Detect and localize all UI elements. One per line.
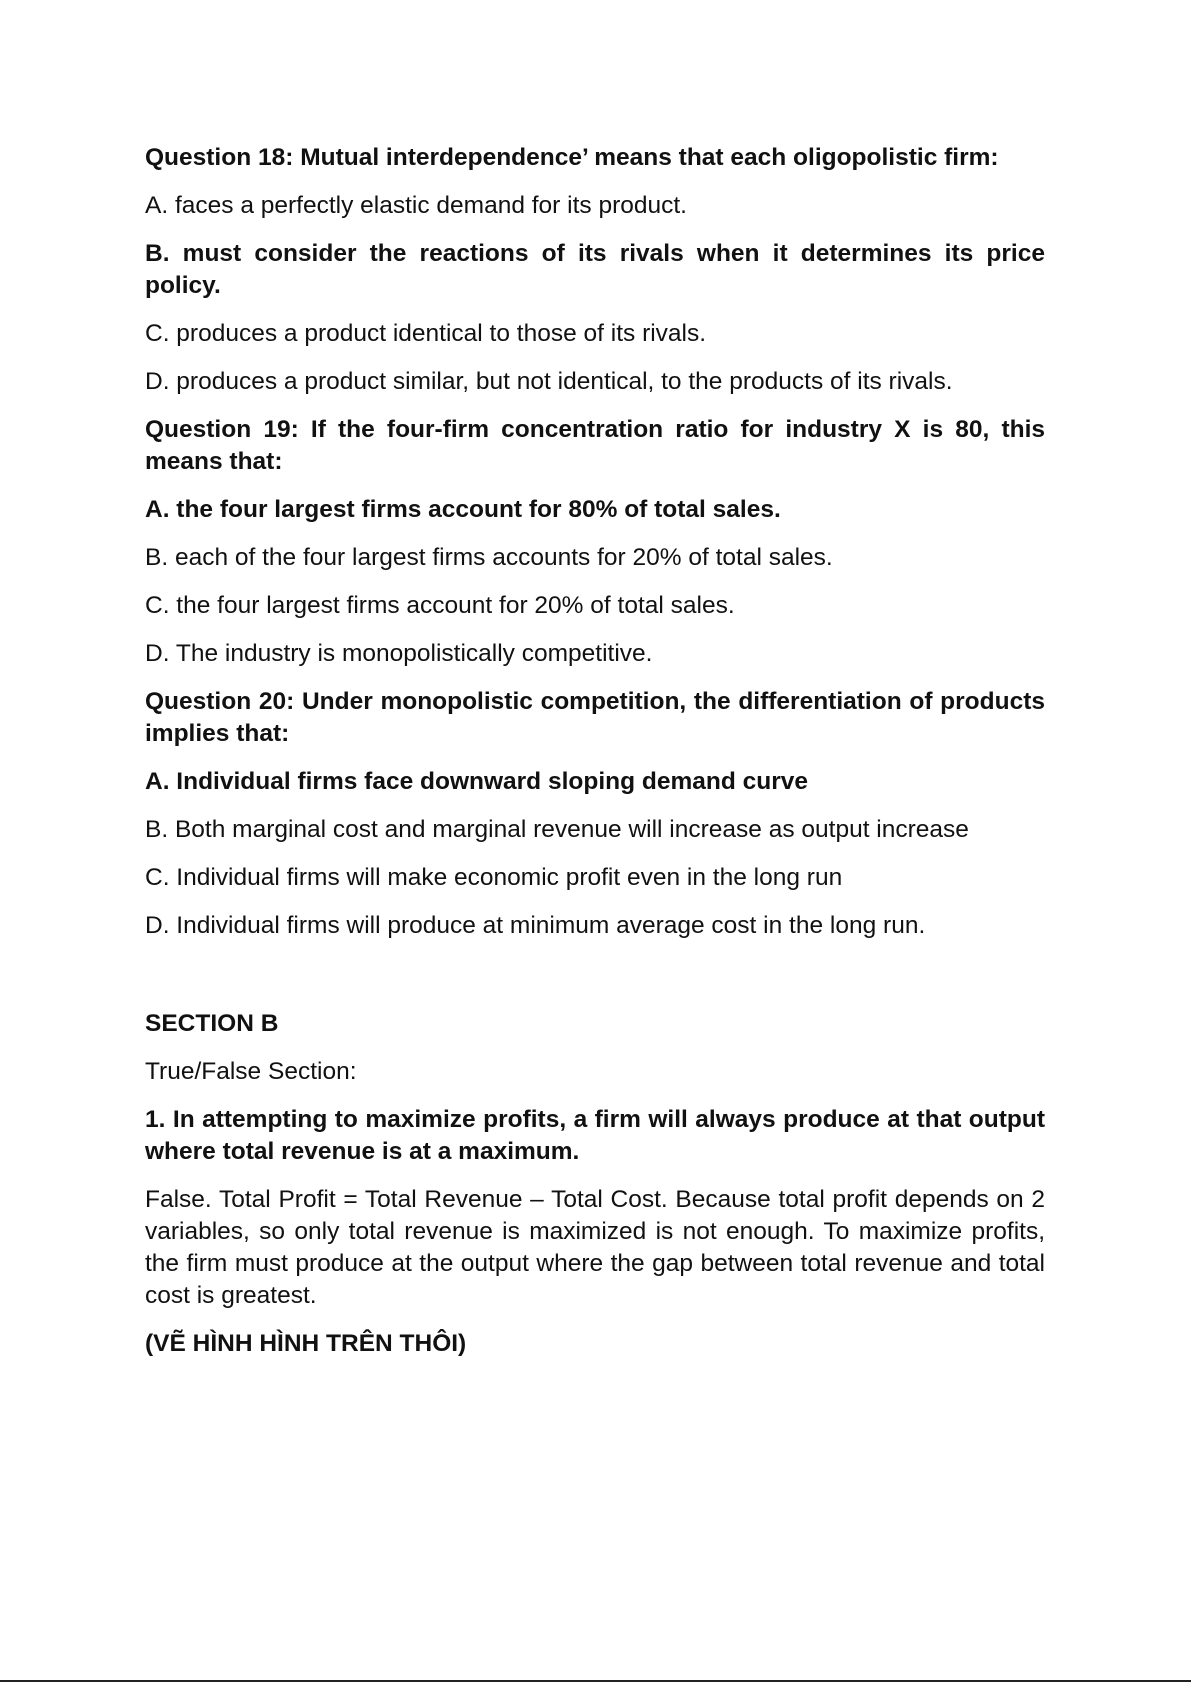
document-page (145, 142, 1045, 1376)
question-20-prompt: Question 20: Under monopolistic competition, the differentiation of products implies that: (145, 688, 1045, 747)
question-19-option-b: B. each of the four largest firms accounts for 20% of total sales. (145, 544, 833, 571)
question-20-option-d: D. Individual firms will produce at minimum average cost in the long run. (145, 912, 926, 939)
question-18-option-c: C. produces a product identical to those of its rivals. (145, 320, 707, 347)
question-20-option-a-answer: A. Individual firms face downward sloping demand curve (145, 768, 808, 795)
question-18-option-a: A. faces a perfectly elastic demand for its product. (145, 192, 687, 219)
question-20-option-c: C. Individual firms will make economic profit even in the long run (145, 864, 843, 891)
question-18-option-d: D. produces a product similar, but not identical, to the products of its rivals. (145, 368, 953, 395)
question-20-option-b: B. Both marginal cost and marginal revenue will increase as output increase (145, 816, 969, 843)
question-18-prompt: Question 18: Mutual interdependence’ means that each oligopolistic firm: (145, 144, 999, 171)
section-spacer (145, 958, 1045, 1008)
section-b-subheading: True/False Section: (145, 1058, 357, 1085)
section-b-heading: SECTION B (145, 1010, 279, 1037)
question-19-option-c: C. the four largest firms account for 20% of total sales. (145, 592, 735, 619)
question-19-option-d: D. The industry is monopolistically competitive. (145, 640, 653, 667)
true-false-answer-1: False. Total Profit = Total Revenue – Total Cost. Because total profit depends on 2 variables, so only total revenue is maximized is not enough. To maximize profits, the firm must produce at the output where the gap between total revenue and total cost is greatest. (145, 1186, 1045, 1309)
page-bottom-rule (0, 1680, 1191, 1682)
question-18-option-b-answer: B. must consider the reactions of its rivals when it determines its price policy. (145, 240, 1045, 299)
question-19-prompt: Question 19: If the four-firm concentration ratio for industry X is 80, this means that: (145, 416, 1045, 475)
drawing-note: (VẼ HÌNH HÌNH TRÊN THÔI) (145, 1330, 467, 1357)
question-19-option-a-answer: A. the four largest firms account for 80% of total sales. (145, 496, 781, 523)
true-false-statement-1: 1. In attempting to maximize profits, a firm will always produce at that output where total revenue is at a maximum. (145, 1106, 1045, 1165)
